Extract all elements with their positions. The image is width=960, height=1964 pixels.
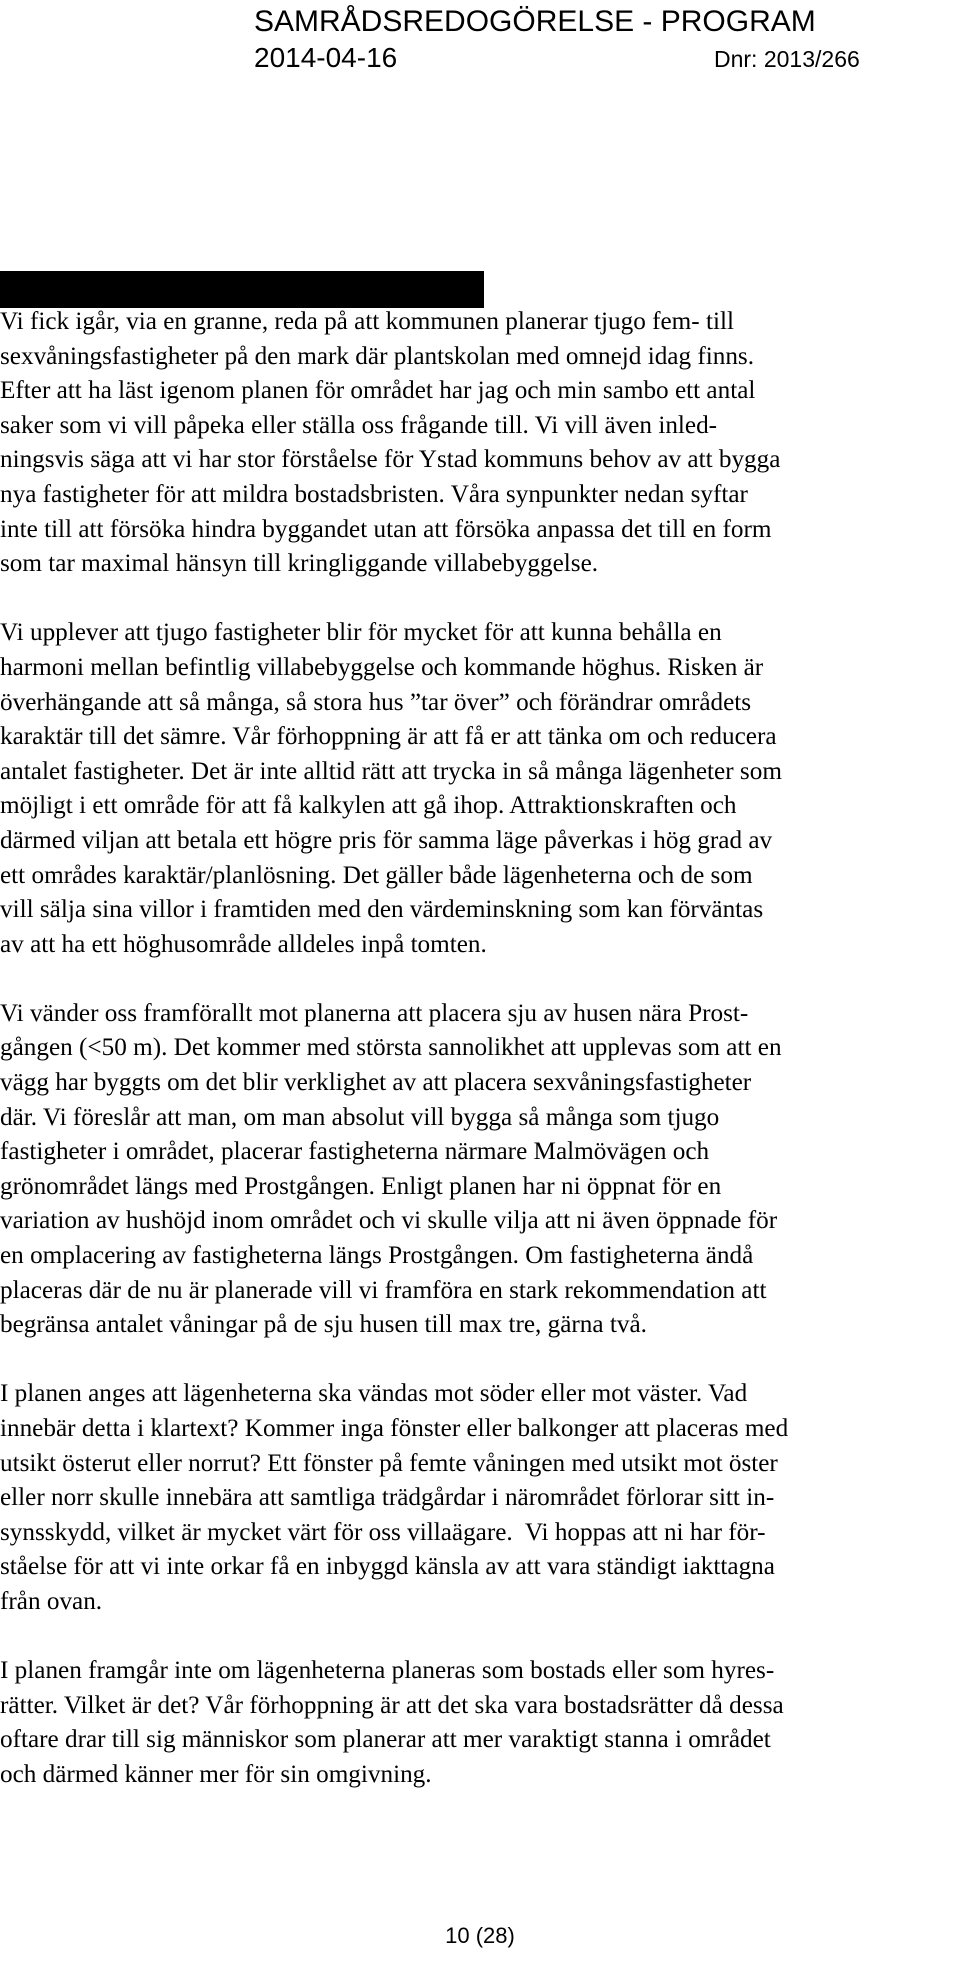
text-line: harmoni mellan befintlig villabebyggelse och kommande höghus. Risken är xyxy=(0,653,764,681)
text-line: där. Vi föreslår att man, om man absolut vill bygga så många som tjugo xyxy=(0,1103,720,1131)
header-date: 2014-04-16 xyxy=(254,42,398,73)
text-line: I planen anges att lägenheterna ska vändas mot söder eller mot väster. Vad xyxy=(0,1380,748,1408)
text-line: synsskydd, vilket är mycket värt för oss villaägare. Vi hoppas att ni har för- xyxy=(0,1518,766,1546)
text-line: I planen framgår inte om lägenheterna planeras som bostads eller som hyres- xyxy=(0,1657,775,1685)
text-line: inte till att försöka hindra byggandet utan att försöka anpassa det till en form xyxy=(0,515,772,543)
header-title: SAMRÅDSREDOGÖRELSE - PROGRAM xyxy=(254,5,816,38)
text-line: ett områdes karaktär/planlösning. Det gäller både lägenheterna och de som xyxy=(0,861,753,889)
text-line: möjligt i ett område för att få kalkylen att gå ihop. Attraktionskraften och xyxy=(0,792,737,820)
text-line: oftare drar till sig människor som planerar att mer varaktigt stanna i området xyxy=(0,1726,771,1754)
text-line: sexvåningsfastigheter på den mark där plantskolan med omnejd idag finns. xyxy=(0,342,755,370)
letter-body xyxy=(0,305,960,1827)
text-line: variation av hushöjd inom området och vi skulle vilja att ni även öppnade för xyxy=(0,1207,778,1235)
text-line: vill sälja sina villor i framtiden med den värdeminskning som kan förväntas xyxy=(0,896,764,924)
text-line: från ovan. xyxy=(0,1587,103,1615)
text-line: vägg har byggts om det blir verklighet av att placera sexvåningsfastigheter xyxy=(0,1069,752,1097)
paragraph xyxy=(0,1377,960,1619)
text-line: innebär detta i klartext? Kommer inga fönster eller balkonger att placeras med xyxy=(0,1415,789,1442)
text-line: utsikt österut eller norrut? Ett fönster på femte våningen med utsikt mot öster xyxy=(0,1449,778,1477)
text-line: överhängande att så många, så stora hus ”tar över” och förändrar områdets xyxy=(0,688,752,716)
text-line: Vi fick igår, via en granne, reda på att kommunen planerar tjugo fem- till xyxy=(0,308,734,335)
text-line: saker som vi vill påpeka eller ställa oss frågande till. Vi vill även inled- xyxy=(0,411,718,439)
paragraph xyxy=(0,1654,960,1792)
text-line: och därmed känner mer för sin omgivning. xyxy=(0,1760,432,1788)
text-line: därmed viljan att betala ett högre pris för samma läge påverkas i hög grad av xyxy=(0,826,773,854)
text-line: Vi vänder oss framförallt mot planerna att placera sju av husen nära Prost- xyxy=(0,999,749,1027)
paragraph xyxy=(0,997,960,1343)
text-line: begränsa antalet våningar på de sju husen till max tre, gärna två. xyxy=(0,1311,647,1339)
text-line: Vi upplever att tjugo fastigheter blir för mycket för att kunna behålla en xyxy=(0,619,722,647)
header-dnr: Dnr: 2013/266 xyxy=(714,46,860,72)
text-line: karaktär till det sämre. Vår förhoppning är att få er att tänka om och reducera xyxy=(0,723,777,751)
text-line: en omplacering av fastigheterna längs Prostgången. Om fastigheterna ändå xyxy=(0,1242,754,1270)
redacted-name-block xyxy=(0,271,484,308)
text-line: ståelse för att vi inte orkar få en inbyggd känsla av att vara ständigt iakttagna xyxy=(0,1553,775,1581)
text-line: fastigheter i området, placerar fastigheterna närmare Malmövägen och xyxy=(0,1138,710,1166)
text-line: grönområdet längs med Prostgången. Enligt planen har ni öppnat för en xyxy=(0,1172,722,1200)
paragraph xyxy=(0,616,960,962)
text-line: nya fastigheter för att mildra bostadsbristen. Våra synpunkter nedan syftar xyxy=(0,480,748,508)
text-line: rätter. Vilket är det? Vår förhoppning är att det ska vara bostadsrätter då dessa xyxy=(0,1691,784,1719)
paragraph xyxy=(0,305,960,582)
text-line: ningsvis säga att vi har stor förståelse för Ystad kommuns behov av att bygga xyxy=(0,446,781,474)
text-line: antalet fastigheter. Det är inte alltid rätt att trycka in så många lägenheter som xyxy=(0,757,782,785)
text-line: eller norr skulle innebära att samtliga trädgårdar i närområdet förlorar sitt in- xyxy=(0,1484,775,1512)
text-line: av att ha ett höghusområde alldeles inpå tomten. xyxy=(0,930,487,958)
text-line: som tar maximal hänsyn till kringliggande villabebyggelse. xyxy=(0,550,599,578)
text-line: placeras där de nu är planerade vill vi framföra en stark rekommendation att xyxy=(0,1276,767,1304)
text-line: Efter att ha läst igenom planen för området har jag och min sambo ett antal xyxy=(0,377,756,405)
text-line: gången (<50 m). Det kommer med största sannolikhet att upplevas som att en xyxy=(0,1034,782,1062)
page-number: 10 (28) xyxy=(445,1923,515,1948)
